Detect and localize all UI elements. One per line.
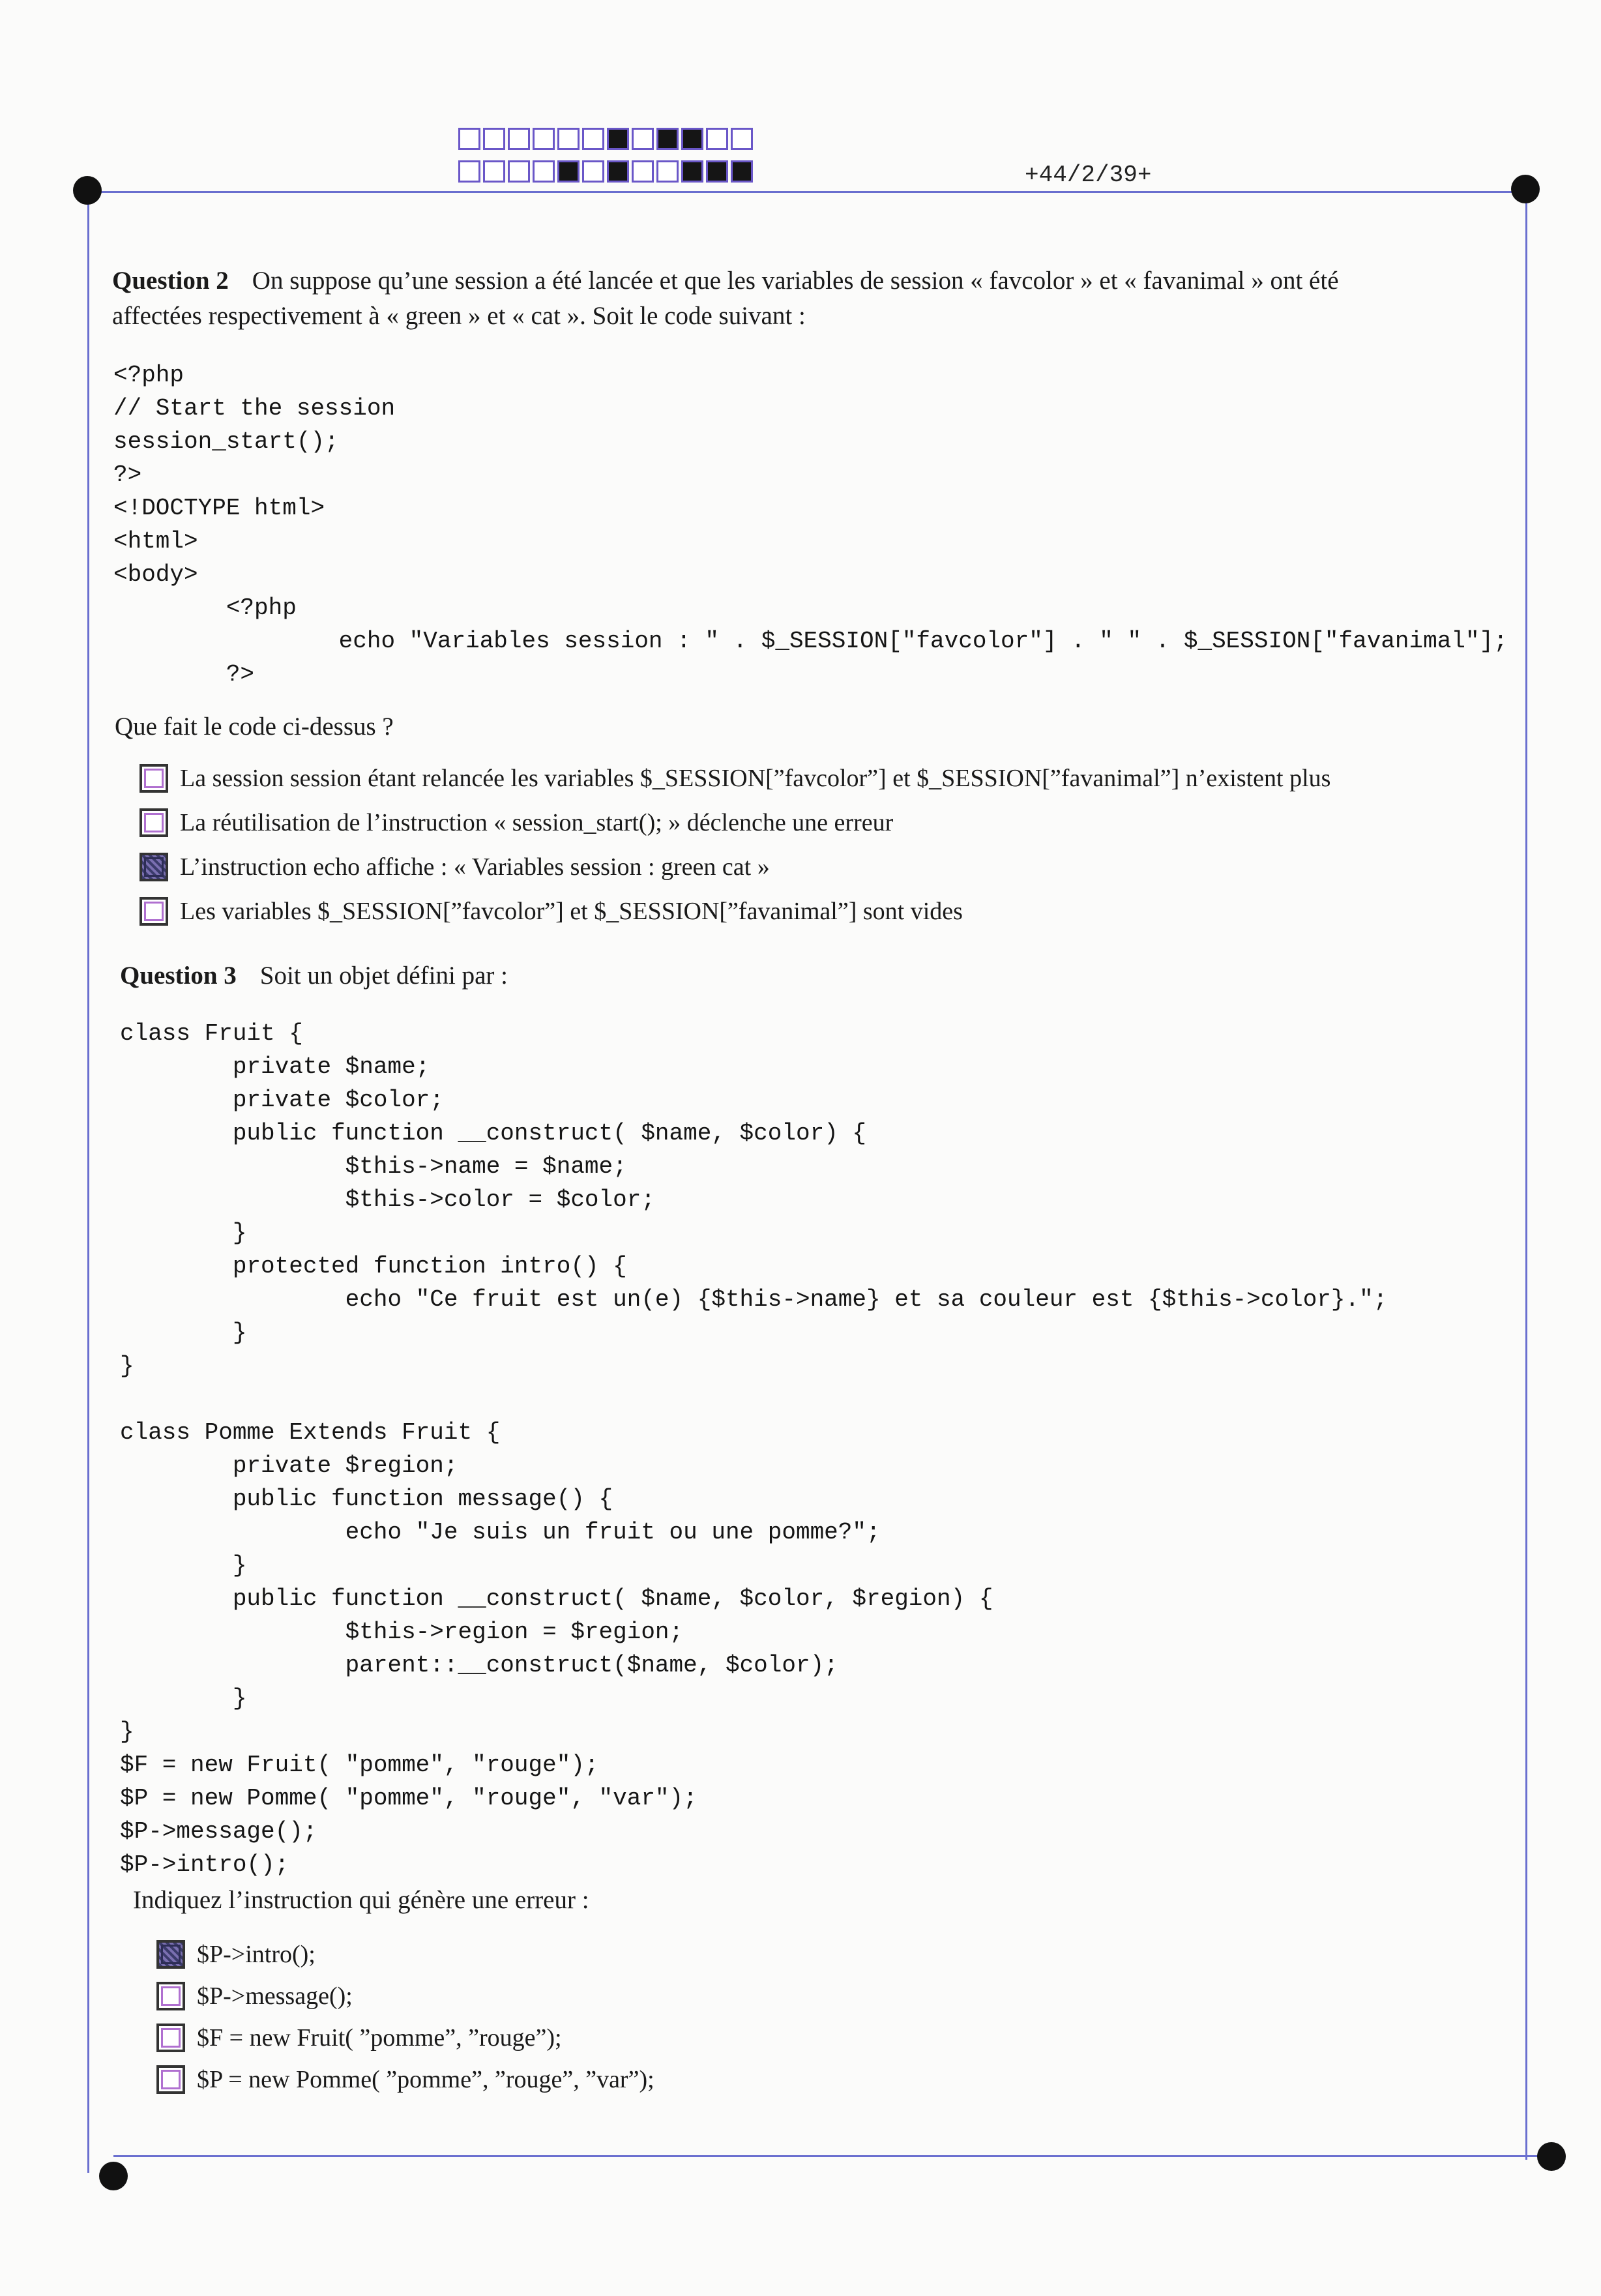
code-cell-filled: [706, 160, 728, 183]
option-label: Les variables $_SESSION[”favcolor”] et $_SESSION[”favanimal”] sont vides: [180, 898, 963, 925]
option-label: $P = new Pomme( ”pomme”, ”rouge”, ”var”);: [197, 2066, 654, 2093]
option-label: L’instruction echo affiche : « Variables session : green cat »: [180, 853, 770, 881]
code-cell-empty: [632, 160, 654, 183]
code-cell-filled: [681, 128, 703, 150]
option-label: La session session étant relancée les variables $_SESSION[”favcolor”] et $_SESSION[”favanimal”] n’existent plus: [180, 765, 1331, 792]
code-cell-filled: [607, 160, 629, 183]
question3-option-1[interactable]: [156, 1940, 316, 1969]
question3-code: class Fruit { private $name; private $color; public function __construct( $name, $color) { $this->name = $name; $this->color = $color; } protected function intro() { echo "Ce fruit est un(e) {$this->name} et sa couleur est {$this->color}."; } } class Pomme Extends Fruit { private $region; public function message() { echo "Je suis un fruit ou une pomme?"; } public function __construct( $name, $color, $region) { $this->region = $region; parent::__construct($name, $color); } } $F = new Fruit( "pomme", "rouge"); $P = new Pomme( "pomme", "rouge", "var"); $P->message(); $P->intro();: [120, 1020, 1388, 1878]
code-cell-empty: [533, 128, 555, 150]
question2-intro-line2: affectées respectivement à « green » et « cat ». Soit le code suivant :: [112, 302, 806, 330]
code-cell-filled: [656, 128, 679, 150]
question2-prompt: Que fait le code ci-dessus ?: [115, 713, 394, 741]
option-label: $F = new Fruit( ”pomme”, ”rouge”);: [197, 2024, 562, 2052]
frame-left: [87, 191, 89, 2173]
option-label: La réutilisation de l’instruction « session_start(); » déclenche une erreur: [180, 809, 894, 836]
frame-bottom: [113, 2155, 1551, 2157]
question3-option-3[interactable]: [156, 2024, 562, 2052]
question3-option-2[interactable]: [156, 1982, 353, 2010]
code-cell-filled: [607, 128, 629, 150]
code-cell-empty: [483, 128, 505, 150]
code-cell-empty: [731, 128, 753, 150]
code-cell-empty: [656, 160, 679, 183]
code-cell-empty: [706, 128, 728, 150]
checkbox[interactable]: [140, 764, 168, 793]
checkbox[interactable]: [140, 808, 168, 837]
code-cell-empty: [557, 128, 580, 150]
frame-top: [87, 191, 1525, 193]
code-cell-filled: [681, 160, 703, 183]
code-cell-empty: [483, 160, 505, 183]
code-cell-empty: [582, 160, 604, 183]
code-cell-empty: [508, 128, 530, 150]
question2-intro-line1: On suppose qu’une session a été lancée et que les variables de session « favcolor » et « favanimal » ont été: [252, 267, 1339, 295]
question2-option-4[interactable]: [140, 897, 963, 926]
corner-marker-top-right: [1511, 175, 1540, 203]
question2-intro: [112, 263, 1507, 334]
binary-code-row-1: [458, 128, 753, 150]
code-cell-empty: [458, 128, 480, 150]
corner-marker-bottom-right: [1537, 2142, 1566, 2171]
checkbox[interactable]: [156, 2024, 185, 2052]
checkbox[interactable]: [140, 897, 168, 926]
question2-option-2[interactable]: [140, 808, 893, 837]
question2-label: Question 2: [112, 267, 229, 295]
corner-marker-top-left: [73, 176, 102, 205]
code-cell-empty: [582, 128, 604, 150]
code-cell-empty: [458, 160, 480, 183]
code-cell-empty: [533, 160, 555, 183]
code-cell-filled: [557, 160, 580, 183]
question3-option-4[interactable]: [156, 2065, 654, 2094]
checkbox-checked[interactable]: [140, 853, 168, 881]
checkbox[interactable]: [156, 2065, 185, 2094]
option-label: $P->intro();: [197, 1941, 316, 1968]
checkbox-checked[interactable]: [156, 1940, 185, 1969]
code-cell-empty: [632, 128, 654, 150]
binary-code-row-2: [458, 160, 753, 183]
checkbox[interactable]: [156, 1982, 185, 2010]
question3-intro-text: Soit un objet défini par :: [259, 962, 508, 990]
question3-label: Question 3: [120, 962, 237, 990]
frame-right: [1525, 191, 1527, 2160]
question3-intro: [120, 958, 508, 993]
question2-option-3[interactable]: [140, 853, 770, 881]
code-cell-filled: [731, 160, 753, 183]
question2-option-1[interactable]: [140, 764, 1330, 793]
sheet-id: +44/2/39+: [1025, 162, 1152, 188]
question2-code: <?php // Start the session session_start(); ?> <!DOCTYPE html> <html> <body> <?php echo "Variables session : " . $_SESSION["favcolor"] . " " . $_SESSION["favanimal"]; ?>: [113, 362, 1508, 688]
question3-prompt: Indiquez l’instruction qui génère une erreur :: [133, 1886, 589, 1914]
option-label: $P->message();: [197, 1982, 353, 2010]
corner-marker-bottom-left: [99, 2162, 128, 2190]
code-cell-empty: [508, 160, 530, 183]
